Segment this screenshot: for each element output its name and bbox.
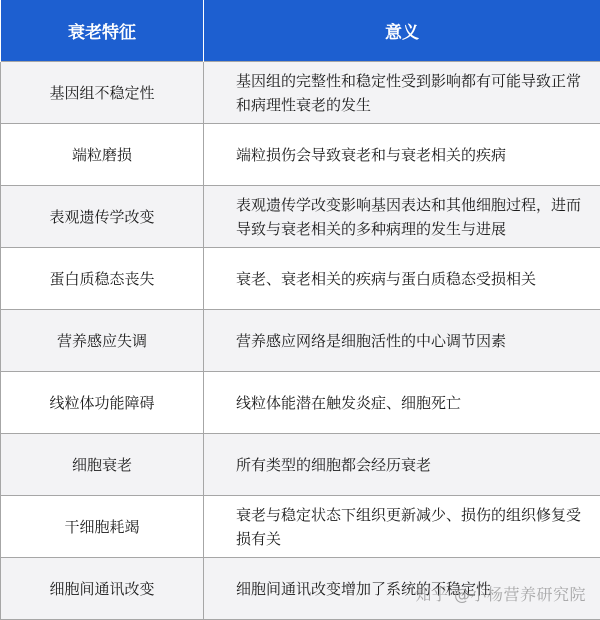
meaning-cell: 衰老与稳定状态下组织更新减少、损伤的组织修复受损有关 [204, 496, 600, 558]
feature-cell: 细胞间通讯改变 [1, 558, 204, 620]
feature-cell: 蛋白质稳态丧失 [1, 248, 204, 310]
meaning-cell: 线粒体能潜在触发炎症、细胞死亡 [204, 372, 600, 434]
table-row [1, 310, 600, 372]
meaning-cell: 营养感应网络是细胞活性的中心调节因素 [204, 310, 600, 372]
header-feature: 衰老特征 [1, 0, 204, 62]
meaning-cell: 端粒损伤会导致衰老和与衰老相关的疾病 [204, 124, 600, 186]
watermark: 知乎 @小杨营养研究院 [415, 582, 586, 605]
feature-cell: 表观遗传学改变 [1, 186, 204, 248]
table-row [1, 434, 600, 496]
meaning-cell: 所有类型的细胞都会经历衰老 [204, 434, 600, 496]
table-row [1, 248, 600, 310]
header-meaning: 意义 [204, 0, 600, 62]
table-row [1, 496, 600, 558]
feature-cell: 线粒体功能障碍 [1, 372, 204, 434]
table-row [1, 62, 600, 124]
table-row [1, 124, 600, 186]
table-row [1, 372, 600, 434]
meaning-cell: 细胞间通讯改变增加了系统的不稳定性 [204, 558, 600, 620]
meaning-cell: 基因组的完整性和稳定性受到影响都有可能导致正常和病理性衰老的发生 [204, 62, 600, 124]
meaning-cell: 衰老、衰老相关的疾病与蛋白质稳态受损相关 [204, 248, 600, 310]
meaning-cell: 表观遗传学改变影响基因表达和其他细胞过程，进而导致与衰老相关的多种病理的发生与进展 [204, 186, 600, 248]
feature-cell: 基因组不稳定性 [1, 62, 204, 124]
feature-cell: 端粒磨损 [1, 124, 204, 186]
feature-cell: 营养感应失调 [1, 310, 204, 372]
table-header-row [1, 0, 600, 62]
feature-cell: 细胞衰老 [1, 434, 204, 496]
feature-cell: 干细胞耗竭 [1, 496, 204, 558]
table-row [1, 186, 600, 248]
